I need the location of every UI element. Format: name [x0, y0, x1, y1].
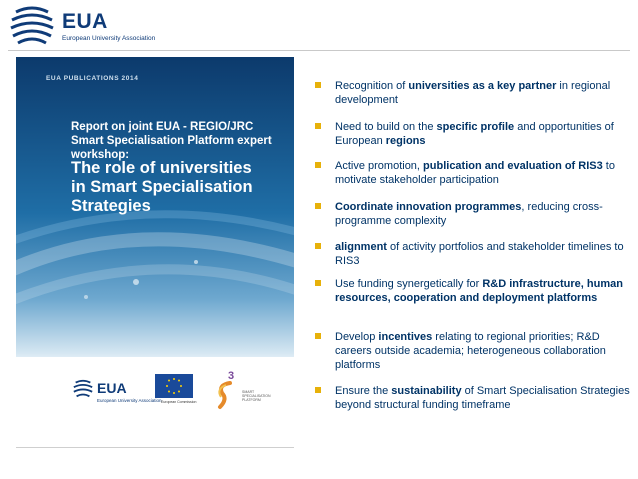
cover-title-line: in Smart Specialisation Strategies: [71, 178, 253, 215]
bullet-text: , reducing cross-programme complexity: [335, 201, 603, 227]
cover-report-heading: [71, 120, 286, 162]
bullet-emphasis: R&D infrastructure, human resources, cooperation and deployment platforms: [335, 278, 623, 304]
bullet-emphasis: universities as a key partner: [408, 80, 557, 92]
cover-report-line: Smart Specialisation Platform expert workshop:: [71, 135, 272, 161]
bullet-text: Ensure the: [335, 385, 392, 397]
bullet-item: [315, 277, 633, 305]
bullet-text: Use funding synergetically for: [335, 278, 483, 290]
cover-publication-line: EUA PUBLICATIONS 2014: [46, 75, 139, 82]
bullet-text: Need to build on the: [335, 121, 437, 133]
s3-platform-logo: [212, 367, 282, 417]
eua-logo: [8, 4, 168, 48]
bullet-text: to motivate stakeholder participation: [335, 160, 615, 186]
bullet-text: Develop: [335, 331, 379, 343]
header-divider: [8, 50, 630, 51]
bullet-item: [315, 384, 633, 412]
bullet-text: relating to regional priorities; R&D careers outside academia; heterogeneous collaboration platforms: [335, 331, 606, 371]
bullet-item: [315, 330, 633, 372]
bullet-emphasis: specific profile: [436, 121, 515, 133]
bullet-text: of Smart Specialisation Strategies beyond structural funding timeframe: [335, 385, 630, 411]
european-commission-logo: [152, 371, 202, 411]
s3-icon: [212, 367, 242, 413]
cover-eua-word: EUA: [97, 380, 127, 396]
bullet-text: and opportunities of European: [335, 121, 614, 147]
cover-eua-subtitle: European University Association: [97, 398, 162, 403]
bullet-emphasis: Coordinate innovation programmes: [335, 201, 522, 213]
bullet-emphasis: alignment: [335, 241, 387, 253]
bullet-item: [315, 120, 633, 148]
cover-footer: [16, 357, 294, 437]
publication-cover: [16, 57, 294, 447]
bullet-text: Recognition of: [335, 80, 409, 92]
cover-background-art: [16, 57, 294, 377]
bullet-emphasis: incentives: [378, 331, 433, 343]
s3-platform-label: SMART SPECIALISATION PLATFORM: [242, 390, 271, 402]
bullet-emphasis: publication and evaluation of RIS3: [423, 160, 603, 172]
bullet-square-icon: [315, 162, 321, 168]
bullet-emphasis: regions: [385, 135, 426, 147]
bullet-square-icon: [315, 243, 321, 249]
cover-divider: [16, 447, 294, 448]
cover-eua-logo: [72, 374, 162, 414]
bullet-square-icon: [315, 123, 321, 129]
european-commission-label: European Commission: [161, 400, 197, 404]
bullet-item: [315, 159, 633, 187]
bullet-text: Active promotion,: [335, 160, 424, 172]
globe-icon: [72, 378, 94, 400]
bullet-item: [315, 240, 633, 268]
bullet-square-icon: [315, 333, 321, 339]
bullet-square-icon: [315, 82, 321, 88]
globe-icon: [8, 4, 56, 48]
bullet-item: [315, 79, 633, 107]
cover-title: [71, 159, 286, 216]
bullet-square-icon: [315, 387, 321, 393]
cover-report-line: Report on joint EUA - REGIO/JRC: [71, 121, 254, 133]
bullet-square-icon: [315, 203, 321, 209]
bullet-text: in regional development: [335, 80, 611, 106]
bullet-text: of activity portfolios and stakeholder timelines to RIS3: [335, 241, 624, 267]
eu-flag-icon: [155, 374, 193, 398]
logo-wordmark: EUA: [62, 10, 108, 33]
cover-title-line: The role of universities: [71, 159, 252, 177]
bullet-square-icon: [315, 280, 321, 286]
logo-subtitle: European University Association: [62, 35, 156, 42]
bullet-emphasis: sustainability: [391, 385, 462, 397]
bullet-item: [315, 200, 633, 228]
svg-text:3: 3: [228, 370, 235, 382]
